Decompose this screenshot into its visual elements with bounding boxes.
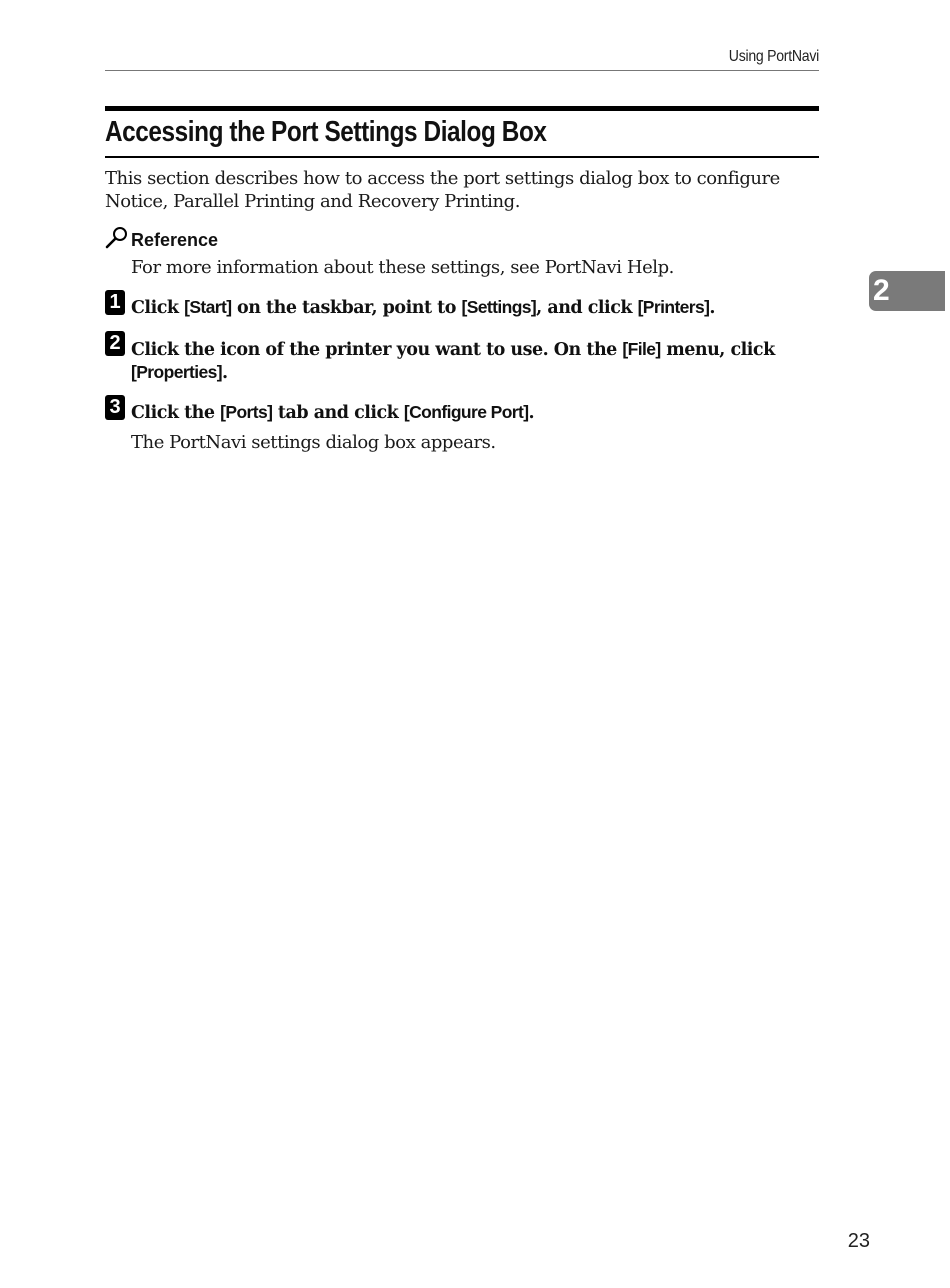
step-2-text: Click the icon of the printer you want to use. On the [File] menu, click [Properties]. bbox=[131, 339, 775, 383]
intro-paragraph: This section describes how to access the port settings dialog box to configure Notice, Parallel Printing and Recovery Printing. bbox=[105, 168, 780, 212]
step-2-number: 2 bbox=[105, 331, 125, 356]
section-title: Accessing the Port Settings Dialog Box bbox=[105, 116, 547, 148]
page-number: 23 bbox=[847, 1230, 870, 1252]
start-label: [Start] bbox=[184, 297, 232, 317]
printers-label: [Printers] bbox=[637, 297, 710, 317]
chapter-tab: 2 bbox=[869, 271, 945, 311]
step-3-text: Click the [Ports] tab and click [Configure Port]. bbox=[131, 402, 535, 423]
ports-label: [Ports] bbox=[220, 402, 273, 422]
reference-text: For more information about these settings, see PortNavi Help. bbox=[131, 257, 674, 278]
step-3-result: The PortNavi settings dialog box appears. bbox=[131, 432, 496, 453]
header-rule bbox=[105, 70, 819, 71]
step-1-number: 1 bbox=[105, 290, 125, 315]
file-label: [File] bbox=[622, 339, 661, 359]
running-header: Using PortNavi bbox=[728, 48, 819, 65]
properties-label: [Properties] bbox=[131, 362, 223, 382]
step-3-number: 3 bbox=[105, 395, 125, 420]
title-rule-top bbox=[105, 106, 819, 111]
configure-port-label: [Configure Port] bbox=[403, 402, 529, 422]
step-1-text: Click [Start] on the taskbar, point to [Settings], and click [Printers]. bbox=[131, 297, 715, 318]
reference-heading: Reference bbox=[131, 230, 219, 250]
settings-label: [Settings] bbox=[461, 297, 537, 317]
title-rule-bottom bbox=[105, 156, 819, 158]
magnifier-icon bbox=[105, 226, 129, 250]
